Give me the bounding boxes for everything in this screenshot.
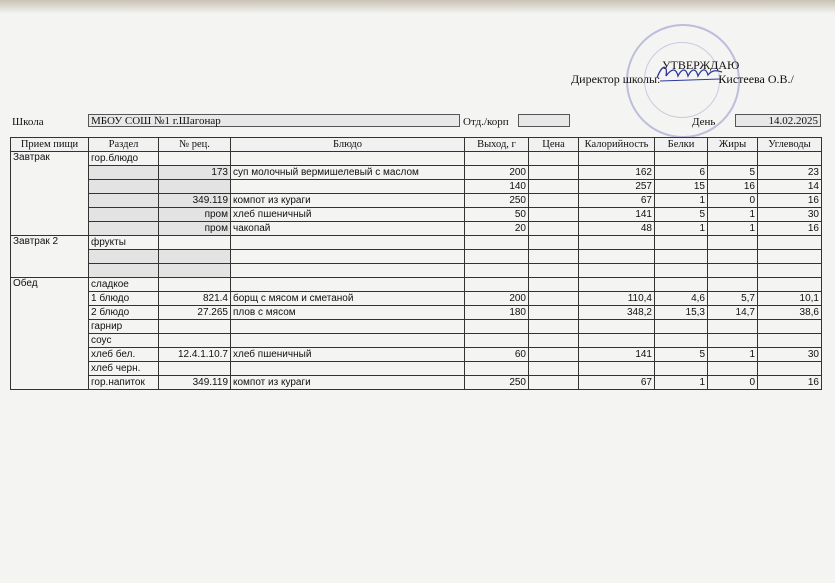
- table-row: [11, 278, 822, 292]
- carbs-cell: [758, 362, 822, 376]
- table-row: [11, 362, 822, 376]
- carbs-cell: 30: [758, 208, 822, 222]
- table-row: [11, 194, 822, 208]
- output-cell: [465, 362, 529, 376]
- fat-cell: [708, 152, 758, 166]
- recipe-no-cell: [159, 236, 231, 250]
- dish-cell: борщ с мясом и сметаной: [231, 292, 465, 306]
- carbs-cell: [758, 236, 822, 250]
- section-cell: хлеб черн.: [89, 362, 159, 376]
- protein-cell: 1: [655, 194, 708, 208]
- dish-cell: хлеб пшеничный: [231, 208, 465, 222]
- calories-cell: 67: [579, 194, 655, 208]
- price-cell: [529, 180, 579, 194]
- carbs-cell: [758, 152, 822, 166]
- dish-cell: [231, 152, 465, 166]
- fat-cell: [708, 278, 758, 292]
- approve-label: УТВЕРЖДАЮ: [662, 58, 740, 72]
- recipe-no-cell: [159, 264, 231, 278]
- table-row: [11, 306, 822, 320]
- protein-cell: 1: [655, 222, 708, 236]
- dept-field: [518, 114, 570, 127]
- recipe-no-cell: 349.119: [159, 376, 231, 390]
- output-cell: [465, 334, 529, 348]
- protein-cell: [655, 250, 708, 264]
- section-cell: [89, 180, 159, 194]
- output-cell: [465, 152, 529, 166]
- dept-label: Отд./корп: [463, 116, 509, 128]
- calories-cell: 48: [579, 222, 655, 236]
- col-protein: Белки: [655, 138, 708, 152]
- price-cell: [529, 292, 579, 306]
- table-row: [11, 208, 822, 222]
- table-row: [11, 292, 822, 306]
- col-calories: Калорийность: [579, 138, 655, 152]
- calories-cell: [579, 250, 655, 264]
- carbs-cell: 10,1: [758, 292, 822, 306]
- recipe-no-cell: 27.265: [159, 306, 231, 320]
- dish-cell: [231, 278, 465, 292]
- section-cell: [89, 166, 159, 180]
- carbs-cell: [758, 250, 822, 264]
- output-cell: [465, 250, 529, 264]
- fat-cell: 14,7: [708, 306, 758, 320]
- table-body: [11, 152, 822, 390]
- price-cell: [529, 250, 579, 264]
- output-cell: [465, 264, 529, 278]
- calories-cell: 162: [579, 166, 655, 180]
- price-cell: [529, 278, 579, 292]
- calories-cell: 67: [579, 376, 655, 390]
- fat-cell: 5: [708, 166, 758, 180]
- fat-cell: [708, 264, 758, 278]
- recipe-no-cell: [159, 278, 231, 292]
- output-cell: 140: [465, 180, 529, 194]
- col-section: Раздел: [89, 138, 159, 152]
- recipe-no-cell: 349.119: [159, 194, 231, 208]
- table-row: [11, 376, 822, 390]
- dish-cell: суп молочный вермишелевый с маслом: [231, 166, 465, 180]
- table-row: [11, 348, 822, 362]
- handwritten-signature: [654, 62, 724, 84]
- col-fat: Жиры: [708, 138, 758, 152]
- dish-cell: плов с мясом: [231, 306, 465, 320]
- col-recipe-no: № рец.: [159, 138, 231, 152]
- dish-cell: [231, 334, 465, 348]
- calories-cell: [579, 264, 655, 278]
- director-prefix: Директор школы:: [571, 72, 661, 86]
- section-cell: [89, 264, 159, 278]
- protein-cell: [655, 264, 708, 278]
- price-cell: [529, 236, 579, 250]
- recipe-no-cell: [159, 250, 231, 264]
- table-row: [11, 264, 822, 278]
- col-output: Выход, г: [465, 138, 529, 152]
- table-row: [11, 236, 822, 250]
- fat-cell: [708, 250, 758, 264]
- col-price: Цена: [529, 138, 579, 152]
- section-cell: соус: [89, 334, 159, 348]
- calories-cell: [579, 362, 655, 376]
- carbs-cell: 38,6: [758, 306, 822, 320]
- carbs-cell: [758, 334, 822, 348]
- section-cell: [89, 208, 159, 222]
- table-row: [11, 166, 822, 180]
- fat-cell: 5,7: [708, 292, 758, 306]
- price-cell: [529, 194, 579, 208]
- section-cell: [89, 194, 159, 208]
- protein-cell: 15: [655, 180, 708, 194]
- recipe-no-cell: [159, 320, 231, 334]
- carbs-cell: 30: [758, 348, 822, 362]
- output-cell: 60: [465, 348, 529, 362]
- dish-cell: [231, 362, 465, 376]
- director-name: Кистеева О.В./: [718, 72, 794, 86]
- recipe-no-cell: пром: [159, 208, 231, 222]
- section-cell: [89, 222, 159, 236]
- calories-cell: [579, 236, 655, 250]
- calories-cell: 141: [579, 348, 655, 362]
- paper-edge: [0, 0, 835, 14]
- day-label: День: [692, 116, 716, 128]
- meal-cell: Завтрак: [11, 152, 89, 236]
- calories-cell: 257: [579, 180, 655, 194]
- recipe-no-cell: [159, 152, 231, 166]
- table-row: [11, 180, 822, 194]
- table-row: [11, 320, 822, 334]
- price-cell: [529, 222, 579, 236]
- calories-cell: [579, 278, 655, 292]
- protein-cell: 15,3: [655, 306, 708, 320]
- protein-cell: [655, 152, 708, 166]
- price-cell: [529, 208, 579, 222]
- dish-cell: [231, 180, 465, 194]
- section-cell: [89, 250, 159, 264]
- protein-cell: 5: [655, 348, 708, 362]
- recipe-no-cell: 173: [159, 166, 231, 180]
- fat-cell: 0: [708, 194, 758, 208]
- recipe-no-cell: [159, 334, 231, 348]
- price-cell: [529, 264, 579, 278]
- output-cell: 250: [465, 376, 529, 390]
- carbs-cell: [758, 264, 822, 278]
- fat-cell: [708, 334, 758, 348]
- section-cell: хлеб бел.: [89, 348, 159, 362]
- carbs-cell: 16: [758, 194, 822, 208]
- protein-cell: 6: [655, 166, 708, 180]
- carbs-cell: 16: [758, 376, 822, 390]
- dish-cell: [231, 236, 465, 250]
- carbs-cell: 23: [758, 166, 822, 180]
- recipe-no-cell: 821.4: [159, 292, 231, 306]
- table-row: [11, 334, 822, 348]
- dish-cell: компот из кураги: [231, 194, 465, 208]
- dish-cell: [231, 250, 465, 264]
- col-carbs: Углеводы: [758, 138, 822, 152]
- section-cell: 1 блюдо: [89, 292, 159, 306]
- fat-cell: [708, 362, 758, 376]
- output-cell: [465, 320, 529, 334]
- output-cell: [465, 236, 529, 250]
- output-cell: [465, 278, 529, 292]
- recipe-no-cell: [159, 362, 231, 376]
- section-cell: гор.блюдо: [89, 152, 159, 166]
- price-cell: [529, 306, 579, 320]
- output-cell: 200: [465, 292, 529, 306]
- protein-cell: [655, 334, 708, 348]
- meal-cell: Завтрак 2: [11, 236, 89, 278]
- protein-cell: 1: [655, 376, 708, 390]
- fat-cell: 0: [708, 376, 758, 390]
- fat-cell: 1: [708, 208, 758, 222]
- carbs-cell: 16: [758, 222, 822, 236]
- recipe-no-cell: пром: [159, 222, 231, 236]
- table-row: [11, 250, 822, 264]
- price-cell: [529, 152, 579, 166]
- protein-cell: [655, 236, 708, 250]
- school-label: Школа: [12, 116, 44, 128]
- output-cell: 20: [465, 222, 529, 236]
- dish-cell: [231, 320, 465, 334]
- output-cell: 200: [465, 166, 529, 180]
- price-cell: [529, 166, 579, 180]
- section-cell: гор.напиток: [89, 376, 159, 390]
- carbs-cell: [758, 278, 822, 292]
- fat-cell: [708, 236, 758, 250]
- recipe-no-cell: [159, 180, 231, 194]
- section-cell: 2 блюдо: [89, 306, 159, 320]
- table-header-row: [11, 138, 822, 152]
- price-cell: [529, 376, 579, 390]
- protein-cell: 5: [655, 208, 708, 222]
- protein-cell: [655, 320, 708, 334]
- carbs-cell: [758, 320, 822, 334]
- price-cell: [529, 334, 579, 348]
- section-cell: фрукты: [89, 236, 159, 250]
- date-field: 14.02.2025: [735, 114, 821, 127]
- calories-cell: [579, 320, 655, 334]
- fat-cell: 1: [708, 348, 758, 362]
- calories-cell: [579, 334, 655, 348]
- price-cell: [529, 320, 579, 334]
- table-row: [11, 152, 822, 166]
- protein-cell: [655, 278, 708, 292]
- dish-cell: хлеб пшеничный: [231, 348, 465, 362]
- meal-cell: Обед: [11, 278, 89, 390]
- price-cell: [529, 362, 579, 376]
- section-cell: сладкое: [89, 278, 159, 292]
- school-name-field: МБОУ СОШ №1 г.Шагонар: [88, 114, 460, 127]
- section-cell: гарнир: [89, 320, 159, 334]
- calories-cell: 348,2: [579, 306, 655, 320]
- dish-cell: [231, 264, 465, 278]
- calories-cell: [579, 152, 655, 166]
- dish-cell: чакопай: [231, 222, 465, 236]
- fat-cell: [708, 320, 758, 334]
- price-cell: [529, 348, 579, 362]
- output-cell: 180: [465, 306, 529, 320]
- protein-cell: [655, 362, 708, 376]
- output-cell: 50: [465, 208, 529, 222]
- dish-cell: компот из кураги: [231, 376, 465, 390]
- carbs-cell: 14: [758, 180, 822, 194]
- recipe-no-cell: 12.4.1.10.7: [159, 348, 231, 362]
- col-dish: Блюдо: [231, 138, 465, 152]
- calories-cell: 141: [579, 208, 655, 222]
- calories-cell: 110,4: [579, 292, 655, 306]
- fat-cell: 1: [708, 222, 758, 236]
- menu-table: [10, 137, 822, 390]
- protein-cell: 4,6: [655, 292, 708, 306]
- output-cell: 250: [465, 194, 529, 208]
- table-row: [11, 222, 822, 236]
- col-meal: Прием пищи: [11, 138, 89, 152]
- fat-cell: 16: [708, 180, 758, 194]
